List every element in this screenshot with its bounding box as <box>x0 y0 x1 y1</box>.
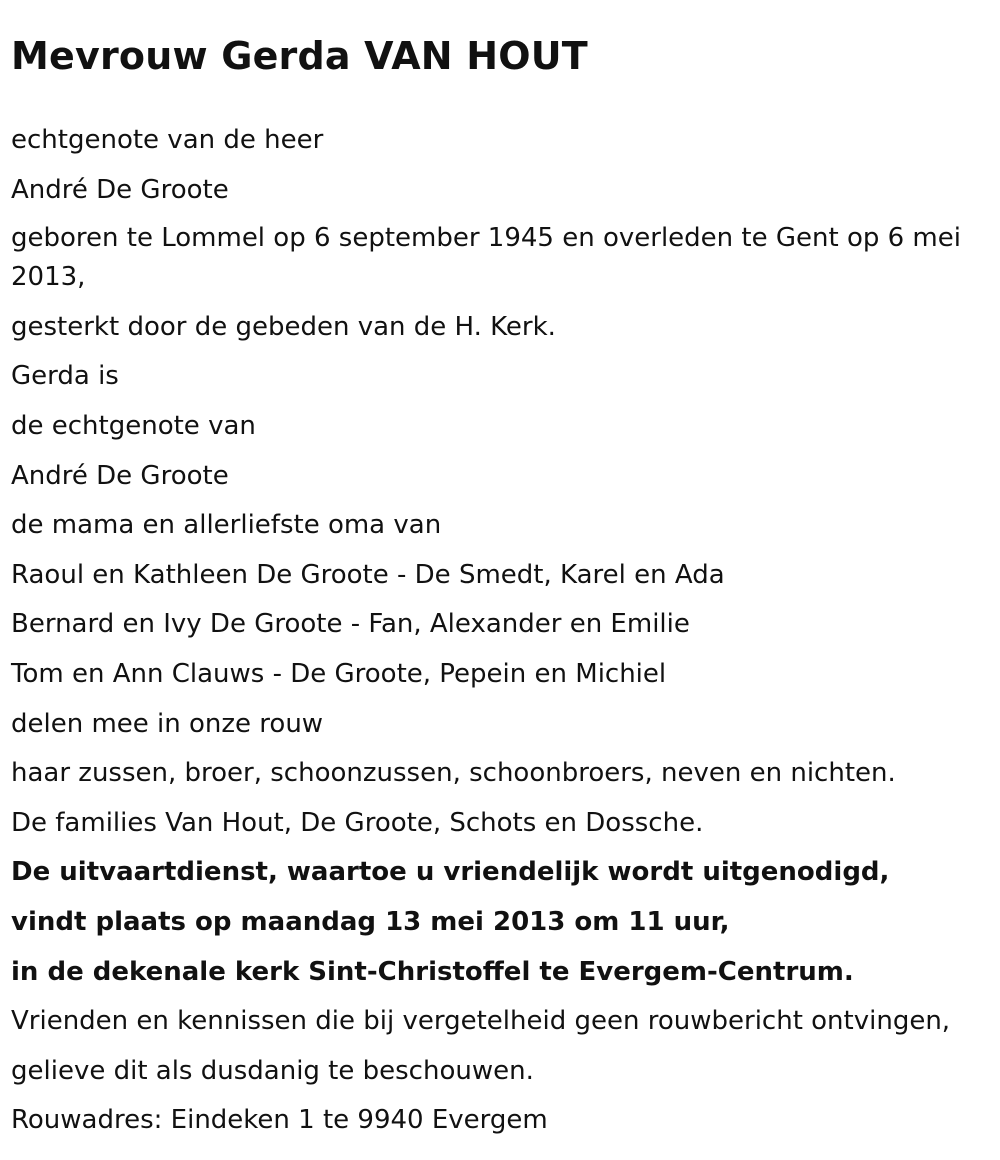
page-title: Mevrouw Gerda VAN HOUT <box>11 34 588 78</box>
obituary-text <box>11 120 989 1140</box>
text-line: Vrienden en kennissen die bij vergetelheid geen rouwbericht ontvingen, <box>11 1006 951 1037</box>
text-line: Tom en Ann Clauws - De Groote, Pepein en Michiel <box>11 658 667 689</box>
text-line: haar zussen, broer, schoonzussen, schoonbroers, neven en nichten. <box>11 758 896 789</box>
funeral-info-line: De uitvaartdienst, waartoe u vriendelijk wordt uitgenodigd, <box>11 857 890 888</box>
text-line-part: 2013, <box>11 262 86 293</box>
text-line: André De Groote <box>11 460 229 491</box>
text-line: de echtgenote van <box>11 410 256 441</box>
funeral-info-line: in de dekenale kerk Sint-Christoffel te Evergem-Centrum. <box>11 956 854 987</box>
mourning-address: Rouwadres: Eindeken 1 te 9940 Evergem <box>11 1105 548 1136</box>
text-line: gesterkt door de gebeden van de H. Kerk. <box>11 311 556 342</box>
text-line-birth-death <box>11 219 989 297</box>
text-line-part: geboren te Lommel op 6 september 1945 en overleden te Gent op 6 mei <box>11 223 961 254</box>
text-line: Raoul en Kathleen De Groote - De Smedt, Karel en Ada <box>11 559 725 590</box>
text-line: gelieve dit als dusdanig te beschouwen. <box>11 1055 534 1086</box>
funeral-info-line: vindt plaats op maandag 13 mei 2013 om 11 uur, <box>11 906 730 937</box>
text-line: Gerda is <box>11 361 119 392</box>
text-line: de mama en allerliefste oma van <box>11 510 442 541</box>
text-line: delen mee in onze rouw <box>11 708 324 739</box>
text-line: De families Van Hout, De Groote, Schots en Dossche. <box>11 807 704 838</box>
text-line: André De Groote <box>11 174 229 205</box>
text-line: Bernard en Ivy De Groote - Fan, Alexander en Emilie <box>11 609 690 640</box>
text-line: echtgenote van de heer <box>11 125 324 155</box>
